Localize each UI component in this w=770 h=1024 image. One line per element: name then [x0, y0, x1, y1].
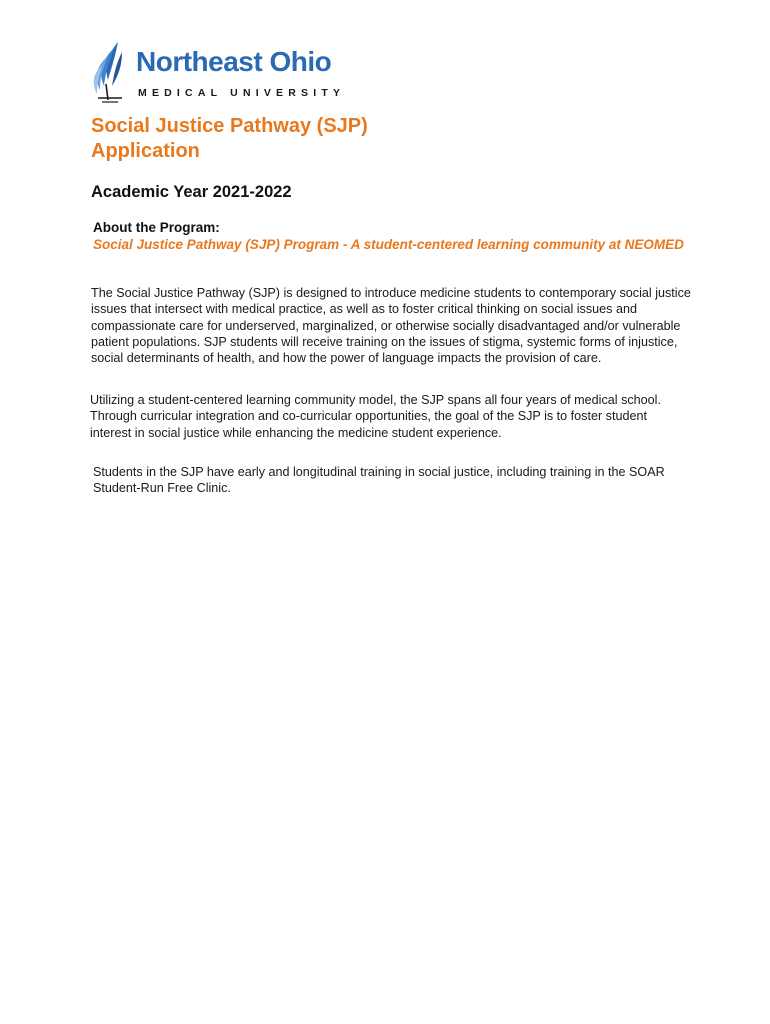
page-title-line-2: Application	[91, 140, 200, 162]
about-program-subtitle: Social Justice Pathway (SJP) Program - A student-centered learning community at NEOMED	[93, 237, 684, 252]
learning-community-paragraph: Utilizing a student-centered learning community model, the SJP spans all four years of medical school. Through curricular integration and co-curricular opportunities, the goal of the SJP is to foster student interest in social justice while enhancing the medicine student experience.	[90, 393, 661, 440]
flame-emblem-icon	[88, 40, 132, 106]
university-logo	[88, 40, 358, 106]
logo-subtitle: MEDICAL UNIVERSITY	[138, 87, 346, 99]
program-description-paragraph: The Social Justice Pathway (SJP) is designed to introduce medicine students to contemporary social justice issues that intersect with medical practice, as well as to foster critical thinking on social issues and compassionate care for underserved, marginalized, or otherwise socially disadvantaged and/or vulnerable patient populations. SJP students will receive training on the issues of stigma, systemic forms of injustice, social determinants of health, and how the power of language impacts the provision of care.	[91, 286, 691, 366]
about-program-label: About the Program:	[93, 220, 220, 235]
logo-wordmark: Northeast Ohio	[136, 46, 332, 77]
page-title-line-1: Social Justice Pathway (SJP)	[91, 115, 368, 137]
academic-year-heading: Academic Year 2021-2022	[91, 183, 292, 201]
page-title	[91, 114, 491, 164]
training-paragraph: Students in the SJP have early and longitudinal training in social justice, including training in the SOAR Student-Run Free Clinic.	[93, 465, 665, 496]
